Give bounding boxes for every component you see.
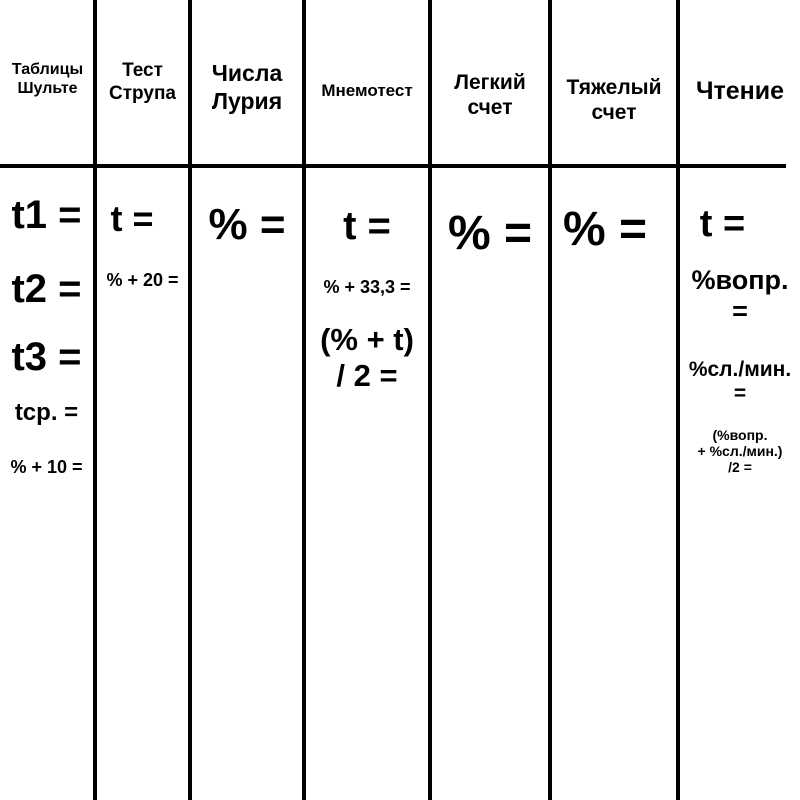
- column-divider-2: [188, 0, 192, 800]
- reading-t: t =: [699, 203, 746, 245]
- mnemo-percent: % + 33,3 =: [323, 277, 411, 297]
- reading-words-per-minute: %сл./мин. =: [688, 358, 792, 406]
- reading-average: (%вопр. + %сл./мин.) /2 =: [697, 427, 783, 476]
- column-divider-3: [302, 0, 306, 800]
- luria-percent: % =: [208, 200, 286, 249]
- schulte-t-avg: tср. =: [14, 399, 79, 426]
- stroop-percent: % + 20 =: [106, 270, 179, 290]
- schulte-t2: t2 =: [11, 267, 82, 311]
- stroop-t: t =: [110, 198, 154, 239]
- header-easy-count: Легкий счет: [454, 71, 526, 120]
- reading-questions-percent: %вопр. =: [691, 265, 789, 327]
- mnemo-average: (% + t) / 2 =: [320, 322, 414, 393]
- header-mnemotest: Мнемотест: [321, 81, 413, 100]
- mnemo-t: t =: [343, 204, 391, 248]
- hard-count-percent: % =: [562, 203, 648, 256]
- header-luria-numbers: Числа Лурия: [211, 60, 283, 114]
- schulte-t3: t3 =: [11, 335, 82, 379]
- schulte-percent: % + 10 =: [10, 457, 83, 477]
- schulte-t1: t1 =: [11, 193, 82, 237]
- header-divider: [0, 164, 786, 168]
- header-schulte-tables: Таблицы Шульте: [11, 61, 84, 98]
- header-stroop-test: Тест Струпа: [109, 60, 176, 104]
- header-reading: Чтение: [695, 77, 785, 105]
- header-hard-count: Тяжелый счет: [566, 76, 662, 125]
- column-divider-1: [93, 0, 97, 800]
- easy-count-percent: % =: [447, 207, 533, 260]
